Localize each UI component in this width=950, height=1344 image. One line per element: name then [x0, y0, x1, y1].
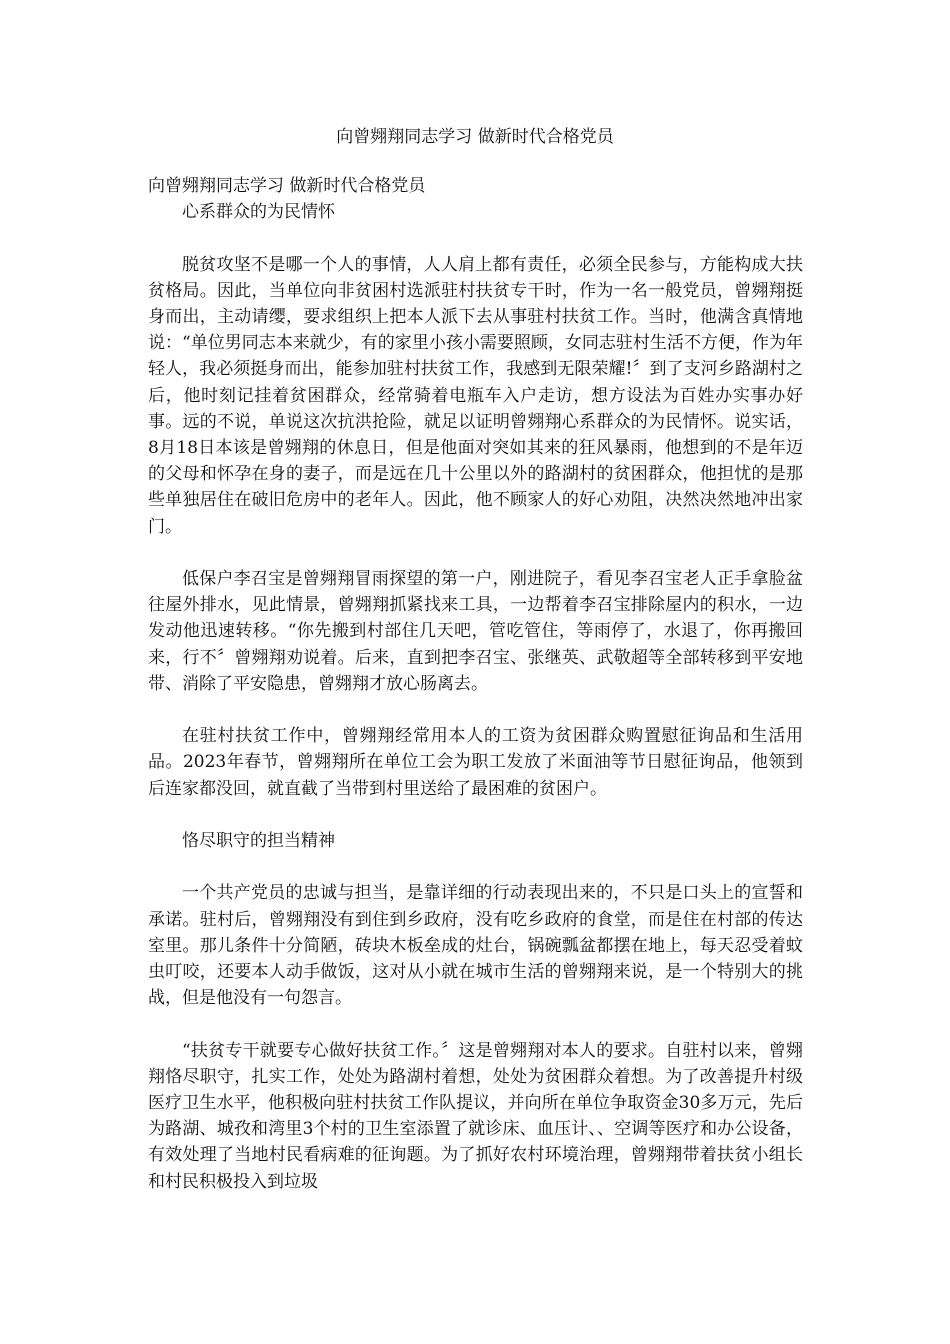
paragraph-3: 在驻村扶贫工作中，曾翙翔经常用本人的工资为贫困群众购置慰征询品和生活用品。2023年春节，曾翙翔所在单位工会为职工发放了米面油等节日慰征询品，他领到后连家都没回，就直截了当带到村里送给了最困难的贫困户。	[148, 726, 803, 799]
document-subtitle: 向曾翙翔同志学习 做新时代合格党员	[148, 176, 426, 196]
paragraph-1: 脱贫攻坚不是哪一个人的事情，人人肩上都有责任，必须全民参与，方能构成大扶贫格局。因此，当单位向非贫困村选派驻村扶贫专干时，作为一名一般党员，曾翙翔挺身而出，主动请缨，要求组织上把本人派下去从事驻村扶贫工作。当时，他满含真情地说：“单位男同志本来就少，有的家里小孩小需要照顾，女同志驻村生活不方便，作为年轻人，我必须挺身而出，能参加驻村扶贫工作，我感到无限荣耀!〞到了支河乡路湖村之后，他时刻记挂着贫困群众，经常骑着电瓶车入户走访，想方设法为百姓办实事办好事。远的不说，单说这次抗洪抢险，就足以证明曾翙翔心系群众的为民情怀。说实话，8月18日本该是曾翙翔的休息日，但是他面对突如其来的狂风暴雨，他想到的不是年迈的父母和怀孕在身的妻子，而是远在几十公里以外的路湖村的贫困群众，他担忧的是那些单独居住在破旧危房中的老年人。因此，他不顾家人的好心劝阻，决然决然地冲出家门。	[148, 254, 803, 537]
section-heading-2: 恪尽职守的担当精神	[182, 831, 335, 852]
paragraph-gap	[148, 225, 803, 251]
paragraph-4: 一个共产党员的忠诚与担当，是靠详细的行动表现出来的，不只是口头上的宣誓和承诺。驻村后，曾翙翔没有到住到乡政府，没有吃乡政府的食堂，而是住在村部的传达室里。那儿条件十分简陋，砖块木板垒成的灶台，锅碗瓢盆都摆在地上，每天忍受着蚊虫叮咬，还要本人动手做饭，这对从小就在城市生活的曾翙翔来说，是一个特别大的挑战，但是他没有一句怨言。	[148, 883, 803, 1009]
section-heading-1: 心系群众的为民情怀	[182, 202, 335, 223]
paragraph-gap	[148, 1011, 803, 1037]
document-title: 向曾翙翔同志学习 做新时代合格党员	[336, 127, 614, 147]
paragraph-gap	[148, 697, 803, 723]
document-body	[148, 173, 803, 1195]
paragraph-gap	[148, 802, 803, 828]
paragraph-gap	[148, 854, 803, 880]
paragraph-2: 低保户李召宝是曾翙翔冒雨探望的第一户，刚进院子，看见李召宝老人正手拿脸盆往屋外排水，见此情景，曾翙翔抓紧找来工具，一边帮着李召宝排除屋内的积水，一边发动他迅速转移。“你先搬到村部住几天吧，管吃管住，等雨停了，水退了，你再搬回来，行不〞曾翙翔劝说着。后来，直到把李召宝、张继英、武敬超等全部转移到平安地带、消除了平安隐患，曾翙翔才放心肠离去。	[148, 569, 803, 694]
paragraph-5: “扶贫专干就要专心做好扶贫工作。〞这是曾翙翔对本人的要求。自驻村以来，曾翙翔恪尽职守，扎实工作，处处为路湖村着想，处处为贫困群众着想。为了改善提升村级医疗卫生水平，他积极向驻村扶贫工作队提议，并向所在单位争取资金30多万元，先后为路湖、城孜和湾里3个村的卫生室添置了就诊床、血压计、、空调等医疗和办公设备，有效处理了当地村民看病难的征询题。为了抓好农村环境治理，曾翙翔带着扶贫小组长和村民积极投入到垃圾	[148, 1040, 803, 1192]
paragraph-gap	[148, 540, 803, 566]
